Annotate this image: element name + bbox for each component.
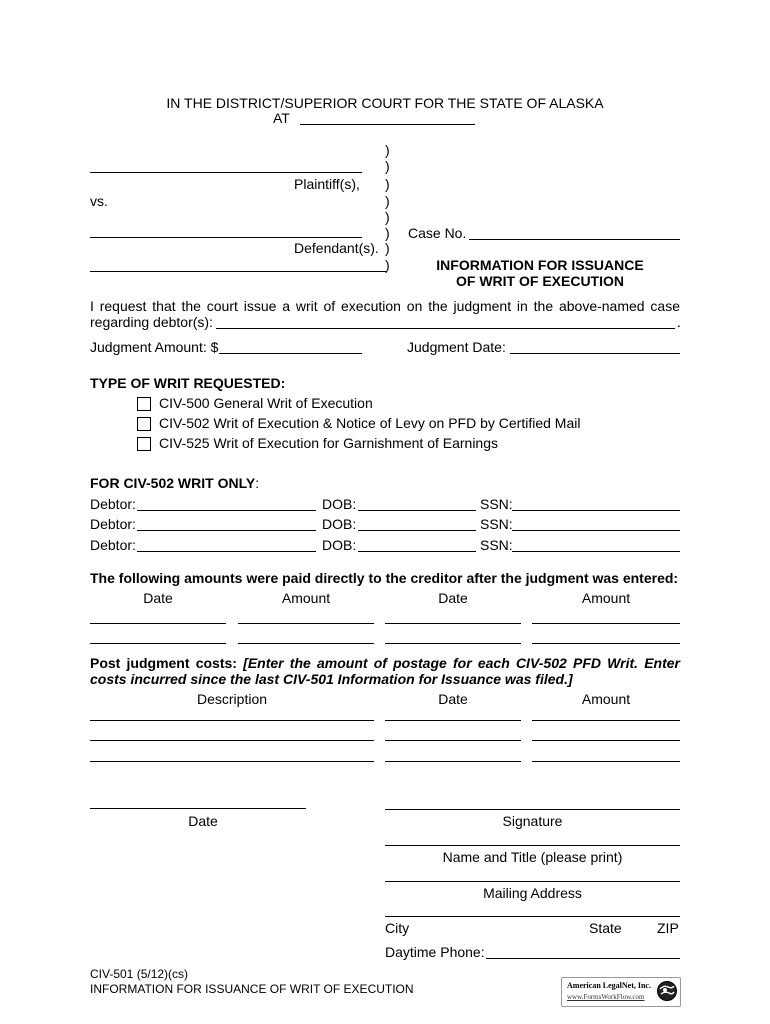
costs-line1 <box>90 655 680 671</box>
judgment-date-label: Judgment Date: <box>407 339 506 355</box>
debtor-label: Debtor: <box>90 496 136 512</box>
city-state-zip-field[interactable] <box>385 916 680 917</box>
case-no-label: Case No. <box>408 225 467 241</box>
cost-amount-field[interactable] <box>532 740 680 741</box>
request-text: I request that the court issue a writ of execution on the judgment in the above-named case <box>90 298 680 314</box>
signature-field[interactable] <box>385 809 680 810</box>
debtors-period: . <box>677 314 681 330</box>
form-title-line2: OF WRIT OF EXECUTION <box>456 273 624 289</box>
judgment-amount-field[interactable] <box>219 353 362 354</box>
ssn-label: SSN: <box>480 516 513 532</box>
payment-date-field[interactable] <box>90 623 226 624</box>
payments-heading: The following amounts were paid directly to the creditor after the judgment was entered: <box>90 570 679 586</box>
payment-amount-field[interactable] <box>238 643 374 644</box>
name-title-field[interactable] <box>385 845 680 846</box>
globe-icon <box>656 980 678 1002</box>
signature-date-field[interactable] <box>90 808 306 809</box>
cost-description-field[interactable] <box>90 740 374 741</box>
ssn-3-field[interactable] <box>512 551 680 552</box>
state-label: State <box>589 920 622 936</box>
civ-502-only-colon: : <box>255 475 260 491</box>
vendor-url[interactable]: www.FormsWorkFlow.com <box>567 993 645 1001</box>
costs-label: Post judgment costs: <box>90 655 237 671</box>
judgment-amount-label: Judgment Amount: $ <box>90 339 219 355</box>
footer-form-title: INFORMATION FOR ISSUANCE OF WRIT OF EXECUTION <box>90 982 414 996</box>
civ-500-checkbox[interactable] <box>137 397 151 411</box>
cost-description-field[interactable] <box>90 720 374 721</box>
civ-502-label: CIV-502 Writ of Execution & Notice of Levy on PFD by Certified Mail <box>159 415 581 431</box>
debtor-3-field[interactable] <box>137 551 316 552</box>
caption-paren: ) <box>385 176 390 192</box>
daytime-phone-field[interactable] <box>486 958 680 959</box>
payment-amount-field[interactable] <box>532 643 680 644</box>
costs-date-header: Date <box>438 691 468 707</box>
debtor-1-field[interactable] <box>137 510 316 511</box>
costs-line2: costs incurred since the last CIV-501 Information for Issuance was filed.] <box>90 671 573 687</box>
plaintiff-name-field[interactable] <box>90 172 362 173</box>
caption-paren: ) <box>385 240 390 256</box>
civ-502-only-heading <box>90 475 259 491</box>
caption-paren: ) <box>385 209 390 225</box>
payment-date-field[interactable] <box>90 643 226 644</box>
writ-type-heading: TYPE OF WRIT REQUESTED: <box>90 375 286 391</box>
debtors-label: regarding debtor(s): <box>90 314 213 330</box>
defendant-name-field[interactable] <box>90 237 362 238</box>
payment-amount-field[interactable] <box>532 623 680 624</box>
judgment-date-field[interactable] <box>510 353 680 354</box>
dob-2-field[interactable] <box>358 530 476 531</box>
civ-525-label: CIV-525 Writ of Execution for Garnishment of Earnings <box>159 435 499 451</box>
ssn-1-field[interactable] <box>512 510 680 511</box>
cost-amount-field[interactable] <box>532 720 680 721</box>
form-title-line1: INFORMATION FOR ISSUANCE <box>436 257 644 273</box>
mailing-address-label: Mailing Address <box>483 885 582 901</box>
civ-502-checkbox[interactable] <box>137 417 151 431</box>
city-label: City <box>385 920 410 936</box>
caption-paren: ) <box>385 257 390 273</box>
payment-date-field[interactable] <box>385 623 521 624</box>
payment-date-field[interactable] <box>385 643 521 644</box>
dob-label: DOB: <box>322 496 357 512</box>
payments-amount-header: Amount <box>281 590 331 606</box>
zip-label: ZIP <box>657 920 679 936</box>
dob-label: DOB: <box>322 516 357 532</box>
ssn-2-field[interactable] <box>512 530 680 531</box>
defendant-label: Defendant(s). <box>294 240 379 256</box>
payments-amount-header: Amount <box>581 590 631 606</box>
cost-date-field[interactable] <box>385 740 521 741</box>
ssn-label: SSN: <box>480 537 513 553</box>
payments-date-header: Date <box>143 590 173 606</box>
costs-instruction: [Enter the amount of postage for each CIV-502 PFD Writ. Enter <box>243 655 680 671</box>
dob-label: DOB: <box>322 537 357 553</box>
case-no-field[interactable] <box>469 239 680 240</box>
signature-label: Signature <box>502 813 563 829</box>
debtor-label: Debtor: <box>90 516 136 532</box>
mailing-address-field[interactable] <box>385 881 680 882</box>
signature-date-label: Date <box>188 813 218 829</box>
vs-label: vs. <box>90 193 108 209</box>
caption-paren: ) <box>385 225 390 241</box>
ssn-label: SSN: <box>480 496 513 512</box>
debtor-label: Debtor: <box>90 537 136 553</box>
cost-date-field[interactable] <box>385 761 521 762</box>
civ-525-checkbox[interactable] <box>137 437 151 451</box>
cost-amount-field[interactable] <box>532 761 680 762</box>
at-location-field[interactable] <box>300 124 475 125</box>
dob-1-field[interactable] <box>358 510 476 511</box>
plaintiff-label: Plaintiff(s), <box>294 176 360 192</box>
cost-description-field[interactable] <box>90 761 374 762</box>
payments-date-header: Date <box>438 590 468 606</box>
daytime-phone-label: Daytime Phone: <box>385 944 485 960</box>
cost-date-field[interactable] <box>385 720 521 721</box>
costs-description-header: Description <box>196 691 268 707</box>
debtors-field[interactable] <box>216 328 675 329</box>
additional-party-field[interactable] <box>90 271 386 272</box>
civ-500-label: CIV-500 General Writ of Execution <box>159 395 373 411</box>
costs-amount-header: Amount <box>581 691 631 707</box>
caption-paren: ) <box>385 193 390 209</box>
caption-paren: ) <box>385 158 390 174</box>
at-label: AT <box>273 110 290 126</box>
court-heading: IN THE DISTRICT/SUPERIOR COURT FOR THE STATE OF ALASKA <box>166 95 604 111</box>
name-title-label: Name and Title (please print) <box>442 849 623 865</box>
debtor-2-field[interactable] <box>137 530 316 531</box>
civ-502-only-text: FOR CIV-502 WRIT ONLY <box>90 475 256 491</box>
vendor-logo <box>561 977 681 1007</box>
dob-3-field[interactable] <box>358 551 476 552</box>
caption-paren: ) <box>385 142 390 158</box>
payment-amount-field[interactable] <box>238 623 374 624</box>
vendor-name: American LegalNet, Inc. <box>567 981 651 990</box>
form-number: CIV-501 (5/12)(cs) <box>90 967 189 981</box>
